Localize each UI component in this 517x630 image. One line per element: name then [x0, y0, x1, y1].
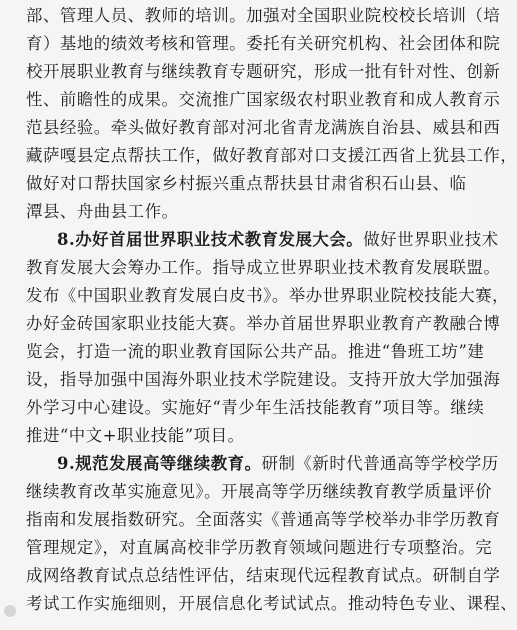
line-text: 指南和发展指数研究。全面落实《普通高等学校举办非学历教育	[26, 510, 501, 529]
line-text: 发布《中国职业教育发展白皮书》。举办世界职业院校技能大赛，	[26, 286, 510, 305]
text-line	[26, 202, 462, 222]
watermark	[4, 605, 16, 617]
section-heading: 9.规范发展高等继续教育。	[57, 454, 262, 473]
line-text: 教育发展大会筹办工作。指导成立世界职业技术教育发展联盟。	[26, 258, 501, 277]
line-text: 办好金砖国家职业技能大赛。举办首届世界职业教育产教融合博	[26, 314, 501, 333]
line-text: 做好世界职业技术	[363, 230, 499, 249]
text-line	[26, 174, 467, 194]
text-line	[26, 258, 501, 278]
line-text: 览会，打造一流的职业教育国际公共产品。推进“鲁班工坊”建	[26, 342, 485, 361]
line-text: 范县经验。牵头做好教育部对河北省青龙满族自治县、威县和西	[26, 118, 501, 137]
text-line	[26, 6, 501, 26]
line-text: 做好对口帮扶国家乡村振兴重点帮扶县甘肃省积石山县、临	[26, 174, 467, 193]
line-text: 研制《新时代普通高等学校学历	[261, 454, 499, 473]
text-line	[26, 398, 485, 418]
watermark-logo-icon	[4, 605, 16, 617]
line-text: 校开展职业教育与继续教育专题研究，形成一批有针对性、创新	[26, 62, 501, 81]
text-line	[26, 342, 485, 362]
text-line	[26, 566, 501, 586]
line-text: 藏萨嘎县定点帮扶工作，做好教育部对口支援江西省上犹县工作，	[26, 146, 517, 165]
line-text: 外学习中心建设。实施好“青少年生活技能教育”项目等。继续	[26, 398, 485, 417]
text-line	[26, 146, 517, 166]
text-line	[26, 34, 501, 54]
line-text: 成网络教育试点总结性评估，结束现代远程教育试点。研制自学	[26, 566, 501, 585]
text-line	[26, 62, 501, 82]
line-text: 考试工作实施细则，开展信息化考试试点。推动特色专业、课程、	[26, 594, 517, 613]
line-text: 性、前瞻性的成果。交流推广国家级农村职业教育和成人教育示	[26, 90, 501, 109]
text-line	[26, 482, 493, 502]
line-text: 管理规定》，对直属高校非学历教育领域问题进行专项整治。完	[26, 538, 493, 557]
text-line	[26, 538, 493, 558]
line-text: 继续教育改革实施意见》。开展高等学历继续教育教学质量评价	[26, 482, 493, 501]
section-9-first-line	[57, 454, 499, 474]
text-line	[26, 370, 501, 390]
text-line	[26, 118, 501, 138]
line-text: 设，指导加强中国海外职业技术学院建设。支持开放大学加强海	[26, 370, 501, 389]
line-text: 部、管理人员、教师的培训。加强对全国职业院校校长培训（培	[26, 6, 501, 25]
section-heading: 8.办好首届世界职业技术教育发展大会。	[57, 230, 364, 249]
text-line	[26, 90, 501, 110]
line-text: 育）基地的绩效考核和管理。委托有关研究机构、社会团体和院	[26, 34, 501, 53]
text-line	[26, 594, 517, 614]
text-line	[26, 314, 501, 334]
section-8-first-line	[57, 230, 499, 250]
line-text: 潭县、舟曲县工作。	[26, 202, 179, 221]
text-line	[26, 286, 510, 306]
text-line	[26, 510, 501, 530]
text-line	[26, 426, 462, 446]
line-text: 推进“中文+职业技能”项目。	[26, 426, 245, 445]
